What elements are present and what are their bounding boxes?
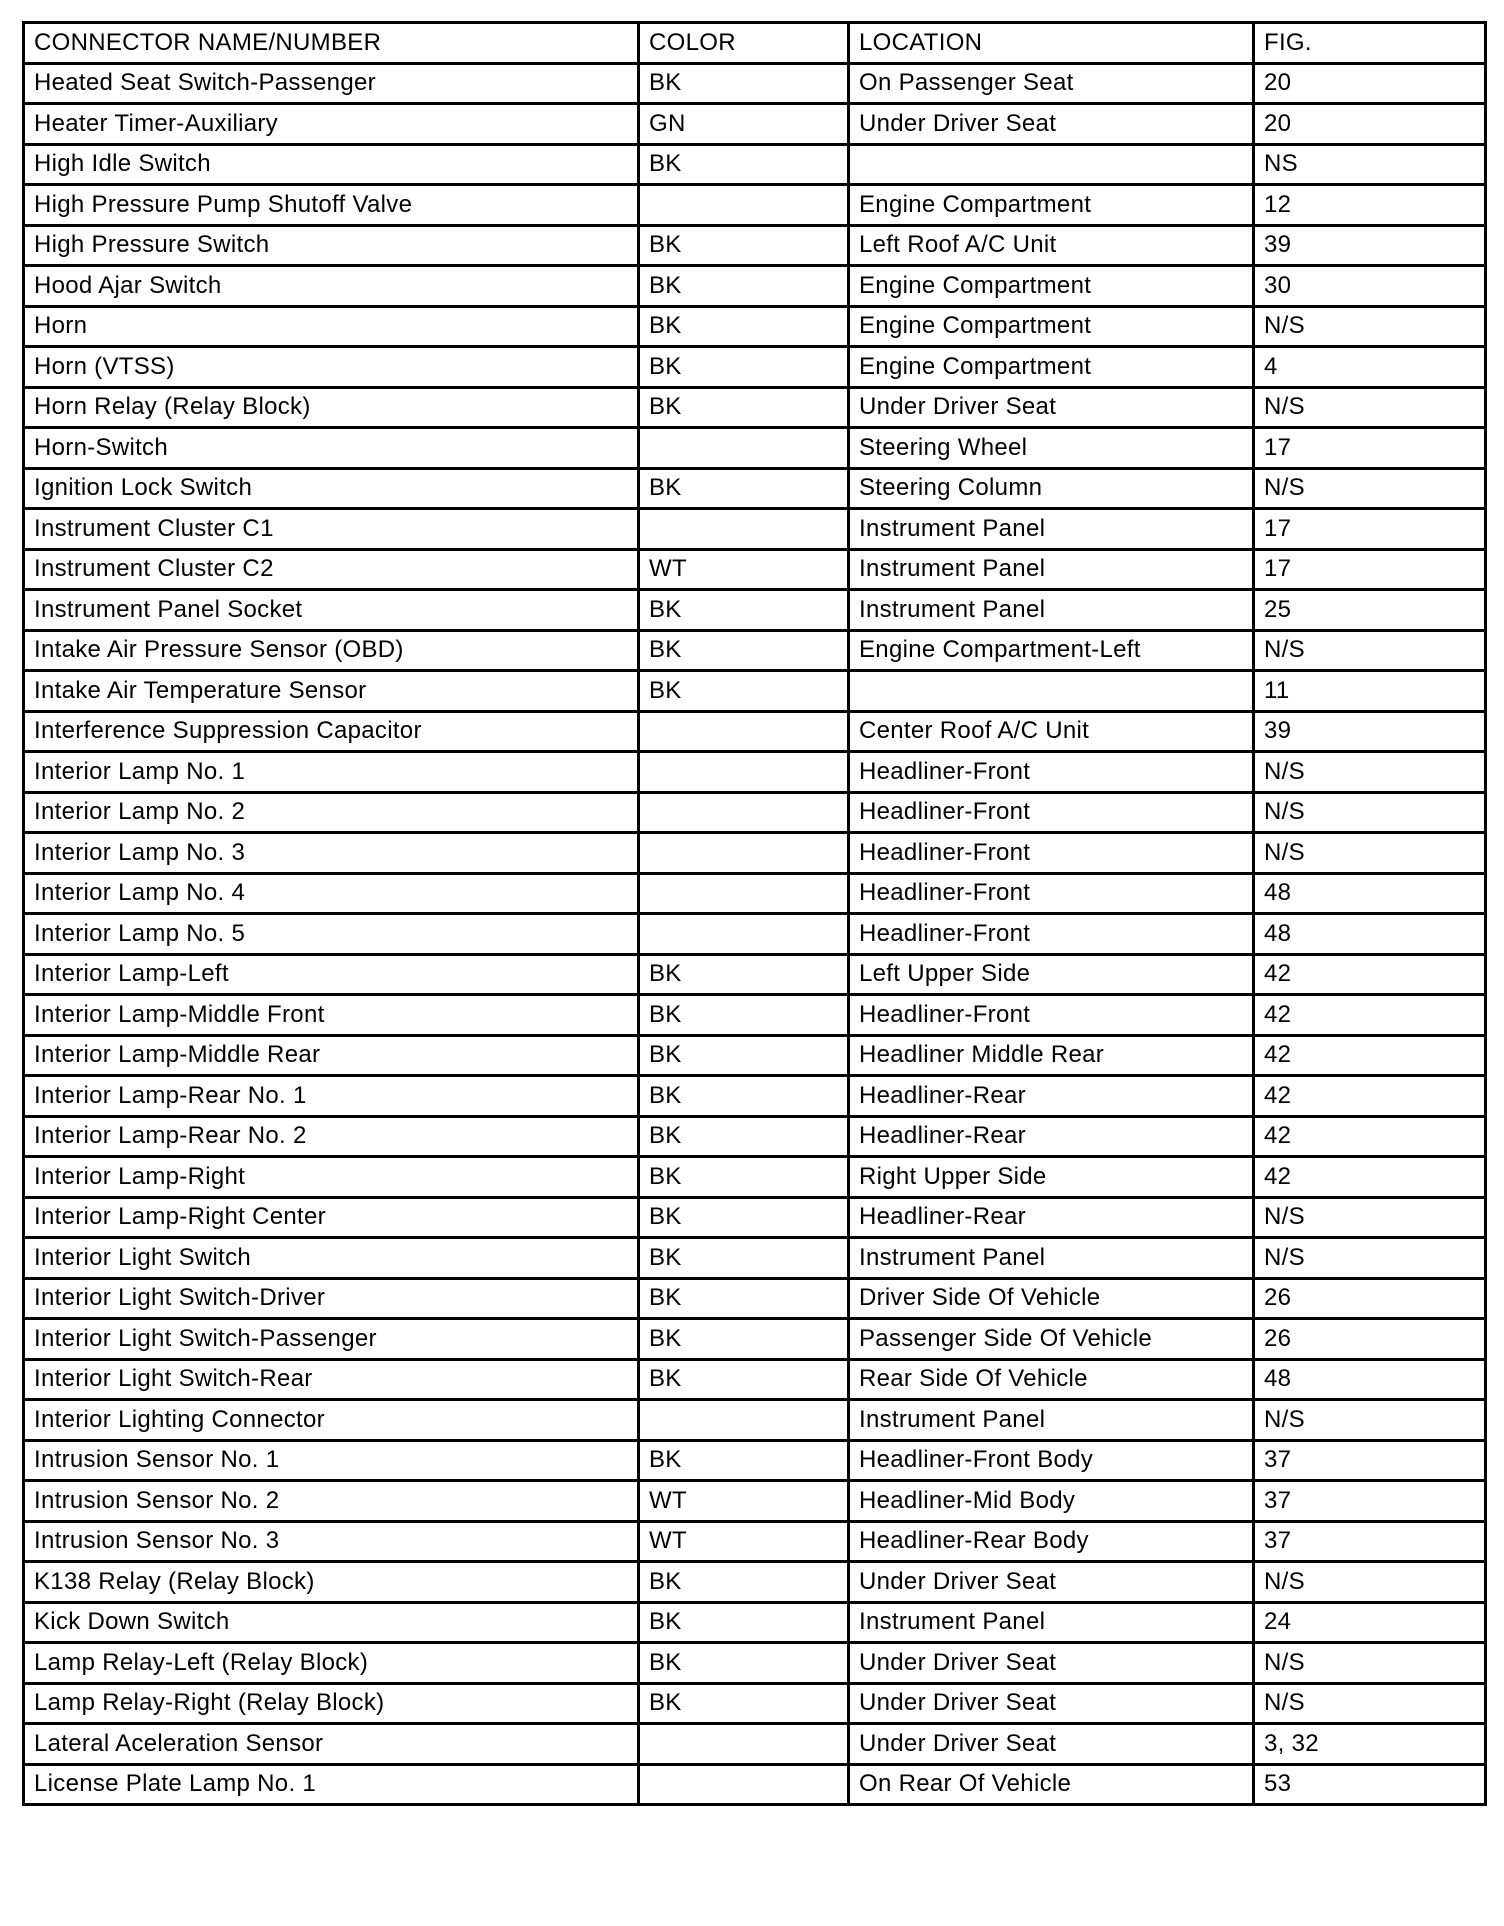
table-row	[24, 873, 1486, 914]
cell-location: Headliner-Front	[849, 833, 1254, 874]
table-row	[24, 1319, 1486, 1360]
cell-fig: N/S	[1254, 752, 1486, 793]
cell-connector-name: Ignition Lock Switch	[24, 468, 639, 509]
cell-connector-name: Horn Relay (Relay Block)	[24, 387, 639, 428]
cell-color: BK	[639, 671, 849, 712]
table-row	[24, 752, 1486, 793]
cell-fig: N/S	[1254, 792, 1486, 833]
cell-connector-name: License Plate Lamp No. 1	[24, 1764, 639, 1805]
cell-location: Headliner-Rear	[849, 1116, 1254, 1157]
cell-location: Under Driver Seat	[849, 1724, 1254, 1765]
cell-fig: 12	[1254, 185, 1486, 226]
table-row	[24, 1440, 1486, 1481]
cell-fig: 30	[1254, 266, 1486, 307]
cell-connector-name: Interference Suppression Capacitor	[24, 711, 639, 752]
cell-fig: 17	[1254, 549, 1486, 590]
table-row	[24, 711, 1486, 752]
table-row	[24, 347, 1486, 388]
header-fig: FIG.	[1254, 23, 1486, 64]
cell-location: Instrument Panel	[849, 1602, 1254, 1643]
cell-fig: 26	[1254, 1319, 1486, 1360]
cell-connector-name: Intrusion Sensor No. 1	[24, 1440, 639, 1481]
header-location: LOCATION	[849, 23, 1254, 64]
table-row	[24, 1643, 1486, 1684]
cell-location	[849, 671, 1254, 712]
cell-fig: 53	[1254, 1764, 1486, 1805]
cell-color: BK	[639, 954, 849, 995]
cell-fig: 42	[1254, 954, 1486, 995]
cell-fig: 24	[1254, 1602, 1486, 1643]
connector-table	[22, 21, 1487, 1806]
cell-location: Headliner-Rear Body	[849, 1521, 1254, 1562]
table-row	[24, 1764, 1486, 1805]
cell-connector-name: Lamp Relay-Right (Relay Block)	[24, 1683, 639, 1724]
cell-location: Headliner-Front	[849, 914, 1254, 955]
cell-color	[639, 1400, 849, 1441]
cell-location: Instrument Panel	[849, 1400, 1254, 1441]
cell-fig: 48	[1254, 914, 1486, 955]
cell-fig: 48	[1254, 873, 1486, 914]
table-row	[24, 671, 1486, 712]
cell-color	[639, 752, 849, 793]
cell-location: Instrument Panel	[849, 549, 1254, 590]
cell-connector-name: Interior Lamp-Left	[24, 954, 639, 995]
cell-fig: N/S	[1254, 1643, 1486, 1684]
cell-fig: NS	[1254, 144, 1486, 185]
cell-color	[639, 711, 849, 752]
cell-color: BK	[639, 590, 849, 631]
table-row	[24, 1481, 1486, 1522]
cell-connector-name: Interior Light Switch-Driver	[24, 1278, 639, 1319]
cell-connector-name: Interior Lamp No. 5	[24, 914, 639, 955]
cell-color	[639, 1764, 849, 1805]
cell-fig: N/S	[1254, 1197, 1486, 1238]
table-row	[24, 306, 1486, 347]
cell-connector-name: Interior Light Switch-Rear	[24, 1359, 639, 1400]
table-row	[24, 549, 1486, 590]
cell-color	[639, 792, 849, 833]
cell-fig: N/S	[1254, 1400, 1486, 1441]
cell-location: Passenger Side Of Vehicle	[849, 1319, 1254, 1360]
table-row	[24, 509, 1486, 550]
cell-location: Headliner-Rear	[849, 1197, 1254, 1238]
cell-connector-name: Interior Lamp No. 1	[24, 752, 639, 793]
cell-location: Headliner-Rear	[849, 1076, 1254, 1117]
cell-connector-name: Interior Lamp No. 4	[24, 873, 639, 914]
table-row	[24, 1359, 1486, 1400]
cell-color: BK	[639, 266, 849, 307]
cell-connector-name: Heated Seat Switch-Passenger	[24, 63, 639, 104]
cell-color: BK	[639, 1319, 849, 1360]
cell-fig: 37	[1254, 1440, 1486, 1481]
cell-color	[639, 873, 849, 914]
cell-color: BK	[639, 1562, 849, 1603]
cell-location: Under Driver Seat	[849, 104, 1254, 145]
table-row	[24, 630, 1486, 671]
table-row	[24, 185, 1486, 226]
cell-fig: N/S	[1254, 1562, 1486, 1603]
cell-location: Engine Compartment-Left	[849, 630, 1254, 671]
cell-fig: 26	[1254, 1278, 1486, 1319]
cell-fig: 25	[1254, 590, 1486, 631]
cell-fig: 17	[1254, 428, 1486, 469]
cell-location: On Passenger Seat	[849, 63, 1254, 104]
cell-location: Under Driver Seat	[849, 1643, 1254, 1684]
cell-location: On Rear Of Vehicle	[849, 1764, 1254, 1805]
cell-color: BK	[639, 630, 849, 671]
header-row	[24, 23, 1486, 64]
cell-fig: 42	[1254, 1157, 1486, 1198]
cell-fig: N/S	[1254, 1238, 1486, 1279]
cell-fig: 42	[1254, 1076, 1486, 1117]
cell-color	[639, 833, 849, 874]
table-row	[24, 1278, 1486, 1319]
cell-location: Headliner Middle Rear	[849, 1035, 1254, 1076]
cell-fig: 20	[1254, 63, 1486, 104]
cell-color: BK	[639, 306, 849, 347]
cell-connector-name: Interior Light Switch	[24, 1238, 639, 1279]
cell-color: BK	[639, 1116, 849, 1157]
cell-fig: 17	[1254, 509, 1486, 550]
cell-color: WT	[639, 549, 849, 590]
table-row	[24, 104, 1486, 145]
cell-connector-name: Interior Lighting Connector	[24, 1400, 639, 1441]
cell-fig: N/S	[1254, 387, 1486, 428]
cell-fig: 42	[1254, 1035, 1486, 1076]
cell-connector-name: Lamp Relay-Left (Relay Block)	[24, 1643, 639, 1684]
cell-fig: 42	[1254, 995, 1486, 1036]
cell-fig: 20	[1254, 104, 1486, 145]
cell-color: BK	[639, 1197, 849, 1238]
cell-color: BK	[639, 1359, 849, 1400]
cell-location: Headliner-Front Body	[849, 1440, 1254, 1481]
cell-fig: 37	[1254, 1521, 1486, 1562]
cell-fig: 37	[1254, 1481, 1486, 1522]
cell-connector-name: K138 Relay (Relay Block)	[24, 1562, 639, 1603]
cell-color: BK	[639, 144, 849, 185]
table-row	[24, 833, 1486, 874]
table-row	[24, 954, 1486, 995]
cell-connector-name: Interior Lamp-Right	[24, 1157, 639, 1198]
table-row	[24, 266, 1486, 307]
cell-connector-name: Kick Down Switch	[24, 1602, 639, 1643]
cell-connector-name: Interior Lamp-Rear No. 1	[24, 1076, 639, 1117]
cell-fig: N/S	[1254, 630, 1486, 671]
cell-color: BK	[639, 1440, 849, 1481]
cell-location: Under Driver Seat	[849, 1562, 1254, 1603]
cell-fig: 42	[1254, 1116, 1486, 1157]
cell-connector-name: Intake Air Pressure Sensor (OBD)	[24, 630, 639, 671]
cell-location: Instrument Panel	[849, 509, 1254, 550]
table-row	[24, 63, 1486, 104]
cell-location: Headliner-Mid Body	[849, 1481, 1254, 1522]
table-row	[24, 1724, 1486, 1765]
cell-color: WT	[639, 1521, 849, 1562]
cell-connector-name: Interior Lamp-Right Center	[24, 1197, 639, 1238]
cell-location: Engine Compartment	[849, 347, 1254, 388]
cell-color: BK	[639, 1643, 849, 1684]
cell-connector-name: Horn (VTSS)	[24, 347, 639, 388]
cell-location: Headliner-Front	[849, 873, 1254, 914]
table-row	[24, 428, 1486, 469]
cell-connector-name: Interior Lamp-Middle Front	[24, 995, 639, 1036]
cell-color: BK	[639, 347, 849, 388]
cell-location: Steering Column	[849, 468, 1254, 509]
cell-location: Driver Side Of Vehicle	[849, 1278, 1254, 1319]
cell-connector-name: Instrument Cluster C1	[24, 509, 639, 550]
cell-connector-name: Instrument Panel Socket	[24, 590, 639, 631]
cell-color: BK	[639, 1278, 849, 1319]
cell-connector-name: High Pressure Pump Shutoff Valve	[24, 185, 639, 226]
table-row	[24, 1562, 1486, 1603]
cell-connector-name: Interior Lamp-Rear No. 2	[24, 1116, 639, 1157]
cell-connector-name: Intrusion Sensor No. 2	[24, 1481, 639, 1522]
cell-location: Under Driver Seat	[849, 1683, 1254, 1724]
cell-location: Engine Compartment	[849, 266, 1254, 307]
cell-connector-name: Horn-Switch	[24, 428, 639, 469]
cell-fig: 4	[1254, 347, 1486, 388]
cell-fig: N/S	[1254, 833, 1486, 874]
cell-location: Engine Compartment	[849, 185, 1254, 226]
cell-location: Headliner-Front	[849, 752, 1254, 793]
cell-color: WT	[639, 1481, 849, 1522]
cell-connector-name: Interior Lamp-Middle Rear	[24, 1035, 639, 1076]
cell-location: Instrument Panel	[849, 590, 1254, 631]
cell-fig: N/S	[1254, 1683, 1486, 1724]
cell-connector-name: Intake Air Temperature Sensor	[24, 671, 639, 712]
table-row	[24, 1683, 1486, 1724]
cell-connector-name: Intrusion Sensor No. 3	[24, 1521, 639, 1562]
cell-color: BK	[639, 1076, 849, 1117]
cell-color: BK	[639, 225, 849, 266]
cell-location: Instrument Panel	[849, 1238, 1254, 1279]
table-row	[24, 995, 1486, 1036]
cell-location: Engine Compartment	[849, 306, 1254, 347]
cell-color: BK	[639, 63, 849, 104]
cell-color: BK	[639, 468, 849, 509]
cell-connector-name: Horn	[24, 306, 639, 347]
cell-color: BK	[639, 1238, 849, 1279]
cell-location: Left Roof A/C Unit	[849, 225, 1254, 266]
cell-connector-name: Instrument Cluster C2	[24, 549, 639, 590]
cell-location: Center Roof A/C Unit	[849, 711, 1254, 752]
table-row	[24, 1076, 1486, 1117]
table-row	[24, 1400, 1486, 1441]
cell-location: Steering Wheel	[849, 428, 1254, 469]
cell-fig: 3, 32	[1254, 1724, 1486, 1765]
table-row	[24, 468, 1486, 509]
cell-color	[639, 1724, 849, 1765]
cell-connector-name: Hood Ajar Switch	[24, 266, 639, 307]
table-row	[24, 1602, 1486, 1643]
cell-location	[849, 144, 1254, 185]
header-connector: CONNECTOR NAME/NUMBER	[24, 23, 639, 64]
cell-connector-name: Heater Timer-Auxiliary	[24, 104, 639, 145]
header-color: COLOR	[639, 23, 849, 64]
cell-location: Headliner-Front	[849, 792, 1254, 833]
cell-color: BK	[639, 387, 849, 428]
cell-connector-name: High Pressure Switch	[24, 225, 639, 266]
cell-color: GN	[639, 104, 849, 145]
cell-connector-name: Interior Lamp No. 3	[24, 833, 639, 874]
cell-connector-name: Lateral Aceleration Sensor	[24, 1724, 639, 1765]
cell-fig: 39	[1254, 711, 1486, 752]
cell-color	[639, 914, 849, 955]
cell-color: BK	[639, 1602, 849, 1643]
cell-color: BK	[639, 1035, 849, 1076]
cell-fig: 48	[1254, 1359, 1486, 1400]
table-row	[24, 144, 1486, 185]
cell-connector-name: High Idle Switch	[24, 144, 639, 185]
table-row	[24, 1035, 1486, 1076]
cell-connector-name: Interior Lamp No. 2	[24, 792, 639, 833]
cell-color: BK	[639, 995, 849, 1036]
table-row	[24, 914, 1486, 955]
cell-fig: N/S	[1254, 468, 1486, 509]
table-row	[24, 1197, 1486, 1238]
table-row	[24, 225, 1486, 266]
table-row	[24, 1157, 1486, 1198]
cell-location: Left Upper Side	[849, 954, 1254, 995]
table-row	[24, 1116, 1486, 1157]
cell-fig: 39	[1254, 225, 1486, 266]
table-row	[24, 1521, 1486, 1562]
table-row	[24, 387, 1486, 428]
cell-location: Under Driver Seat	[849, 387, 1254, 428]
cell-color	[639, 185, 849, 226]
table-row	[24, 792, 1486, 833]
cell-color	[639, 509, 849, 550]
cell-fig: N/S	[1254, 306, 1486, 347]
table-row	[24, 590, 1486, 631]
cell-color: BK	[639, 1683, 849, 1724]
cell-color	[639, 428, 849, 469]
cell-connector-name: Interior Light Switch-Passenger	[24, 1319, 639, 1360]
cell-location: Right Upper Side	[849, 1157, 1254, 1198]
cell-location: Headliner-Front	[849, 995, 1254, 1036]
cell-color: BK	[639, 1157, 849, 1198]
cell-location: Rear Side Of Vehicle	[849, 1359, 1254, 1400]
cell-fig: 11	[1254, 671, 1486, 712]
table-row	[24, 1238, 1486, 1279]
